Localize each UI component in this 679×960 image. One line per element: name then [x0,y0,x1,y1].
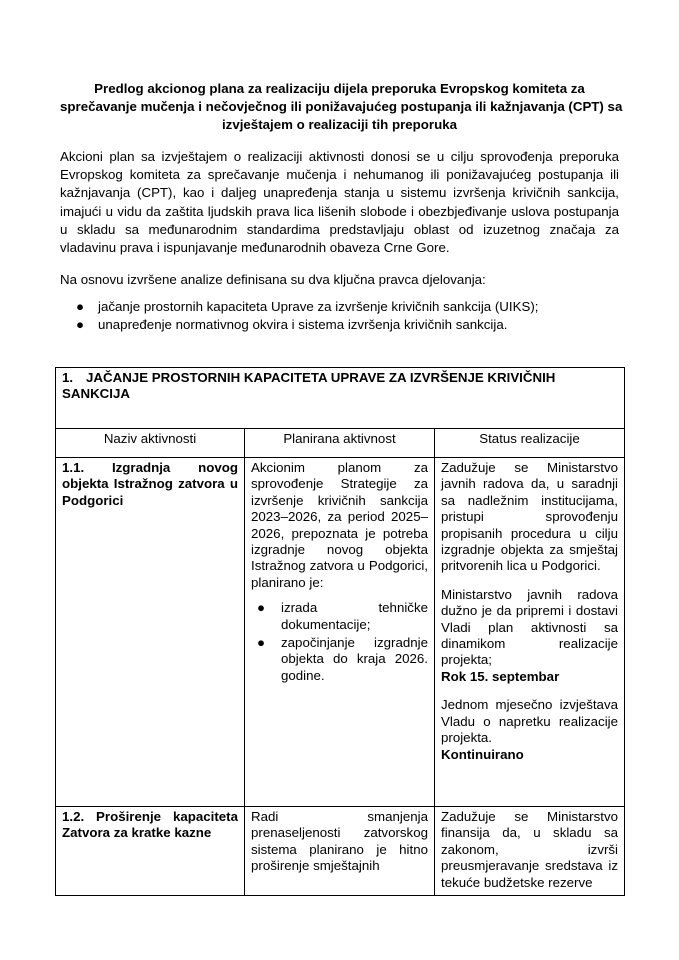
basis-paragraph: Na osnovu izvršene analize definisana su dva ključna pravca djelovanja: [60,272,486,287]
section-number: 1. [62,370,74,385]
activity-name: 1.2. Proširenje kapaciteta Zatvora za kratke kazne [56,807,245,896]
table-row [56,807,625,896]
activity-name: 1.1. Izgradnja novog objekta Istražnog zatvora u Podgorici [56,458,245,807]
status-block: Ministarstvo javnih radova dužno je da pripremi i dostavi Vladi plan aktivnosti sa dinamikom realizacije projekta; Rok 15. septembar [441,586,618,684]
deadline: Kontinuirano [441,746,524,762]
table-row [56,458,625,807]
directions-list [60,298,619,334]
planned-activity: Radi smanjenja prenaseljenosti zatvorskog sistema planirano je hitno proširenje smještajnih [245,807,435,896]
document-title [60,80,623,134]
planned-activity [245,458,435,807]
column-header: Planirana aktivnost [245,429,435,458]
title-line-2: sprečavanje mučenja i nečovječnog ili ponižavajućeg postupanja ili kažnjavanja (CPT) sa [60,99,623,114]
column-header: Naziv aktivnosti [56,429,245,458]
status-cell [435,458,625,807]
list-item: ● jačanje prostornih kapaciteta Uprave za izvršenje krivičnih sankcija (UIKS); [60,298,619,316]
planned-intro: Akcionim planom za sprovođenje Strategije za izvršenje krivičnih sankcija 2023–2026, za period 2025–2026, prepoznata je potreba izgradnje novog objekta Istražnog zatvora u Podgorici, planirano je: [251,460,428,590]
list-item: ● unapređenje normativnog okvira i sistema izvršenja krivičnih sankcija. [60,316,619,334]
action-plan-table [55,367,625,896]
bullet-icon: ● [257,635,266,651]
section-title: 1. JAČANJE PROSTORNIH KAPACITETA UPRAVE ZA IZVRŠENJE KRIVIČNIH SANKCIJA [56,368,625,429]
column-header-row [56,429,625,458]
planned-items [251,600,428,684]
deadline: Rok 15. septembar [441,668,560,684]
title-line-3: izvještajem o realizaciji tih preporuka [221,117,457,132]
list-item: ● započinjanje izgradnje objekta do kraja 2026. godine. [257,635,428,683]
list-item: ● izrada tehničke dokumentacije; [257,600,428,632]
section-header-row [56,368,625,429]
bullet-icon: ● [257,600,266,616]
title-line-1: Predlog akcionog plana za realizaciju dijela preporuka Evropskog komiteta za [94,81,585,96]
bullet-icon: ● [76,299,85,314]
status-block: Jednom mjesečno izvještava Vladu o napretku realizacije projekta. Kontinuirano [441,697,618,762]
column-header: Status realizacije [435,429,625,458]
bullet-icon: ● [76,317,85,333]
intro-paragraph: Akcioni plan sa izvještajem o realizaciji aktivnosti donosi se u cilju sprovođenja preporuka Evropskog komiteta za sprečavanje mučenja i nehumanog ili ponižavajućeg postupanja ili kažnjavanja (CPT), kao i daljeg unapređenja stanja u sistemu izvršenja krivičnih sankcija, imajući u vidu da zaštita ljudskih prava lica lišenih slobode i obezbjeđivanje uslova postupanja u skladu sa međunarodnim standardima predstavljaju oblast od izuzetnog značaja za vladavinu prava i ispunjavanje međunarodnih obaveza Crne Gore. [60,149,619,256]
status-block: Zadužuje se Ministarstvo javnih radova da, u saradnji sa nadležnim institucijama, pristupi sprovođenju propisanih procedura u cilju izgradnje objekta za smještaj pritvorenih lica u Podgorici. [441,460,618,574]
status-cell: Zadužuje se Ministarstvo finansija da, u skladu sa zakonom, izvrši preusmjeravanje sredstava iz tekuće budžetske rezerve [435,807,625,896]
